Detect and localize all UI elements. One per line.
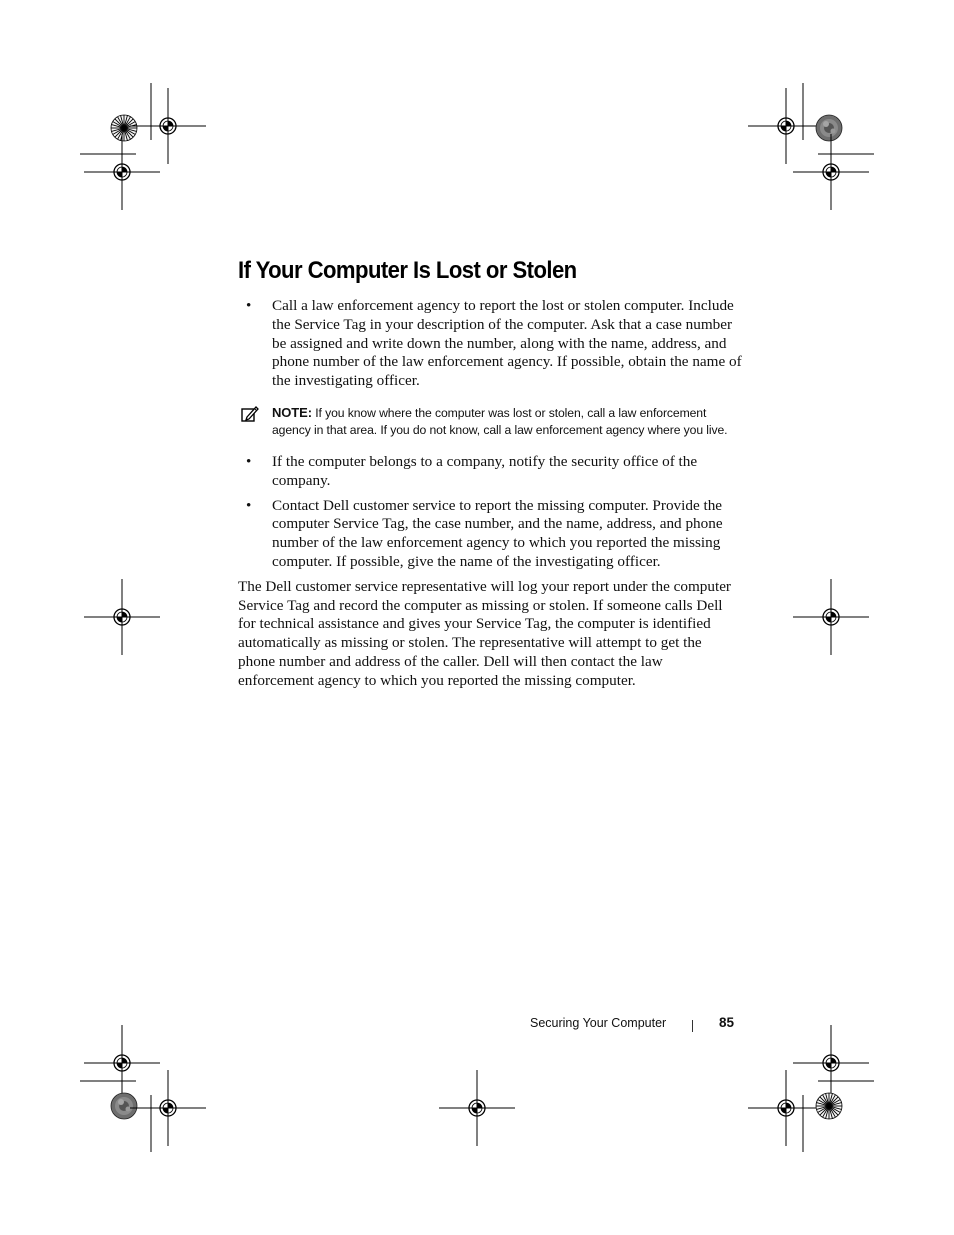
bullet-glyph: • (246, 496, 252, 514)
pencil-note-icon (241, 405, 259, 423)
bullet-list-first (238, 297, 742, 391)
bullet-item (238, 497, 742, 572)
note-text: If you know where the computer was lost or stolen, call a law enforcement agency in that area. If you do not know, call a law enforcement agency where you live. (272, 405, 728, 437)
bullet-glyph: • (246, 452, 252, 470)
page-footer (530, 1015, 740, 1035)
page-number: 85 (719, 1015, 735, 1030)
bullet-text: If the computer belongs to a company, notify the security office of the company. (272, 452, 698, 489)
bullet-list-second (238, 453, 742, 572)
note-label: NOTE: (272, 404, 312, 420)
page-content (238, 254, 742, 691)
bullet-item (238, 297, 742, 391)
body-paragraph: The Dell customer service representative will log your report under the computer Service Tag and record the computer as missing or stolen. If someone calls Dell for technical assistance and gives your Service Tag, the computer is identified automatically as missing or stolen. The representative will attempt to get the phone number and address of the caller. Dell will then contact the law enforcement agency to which you reported the missing computer. (238, 577, 731, 689)
footer-section-title: Securing Your Computer (530, 1016, 667, 1030)
bullet-text: Contact Dell customer service to report the missing computer. Provide the computer Service Tag, the case number, and the name, address, and phone number of the law enforcement agency to which you reported the missing computer. If possible, give the name of the investigating officer. (272, 496, 723, 570)
note-box (238, 404, 742, 439)
footer-divider (692, 1020, 693, 1032)
bullet-text: Call a law enforcement agency to report the lost or stolen computer. Include the Service Tag in your description of the computer. Ask that a case number be assigned and write down the number, along with the name, address, and phone number of the law enforcement agency. If possible, obtain the name of the investigating officer. (272, 297, 742, 390)
bullet-item (238, 453, 742, 491)
page-title: If Your Computer Is Lost or Stolen (238, 257, 577, 284)
bullet-glyph: • (246, 297, 252, 314)
